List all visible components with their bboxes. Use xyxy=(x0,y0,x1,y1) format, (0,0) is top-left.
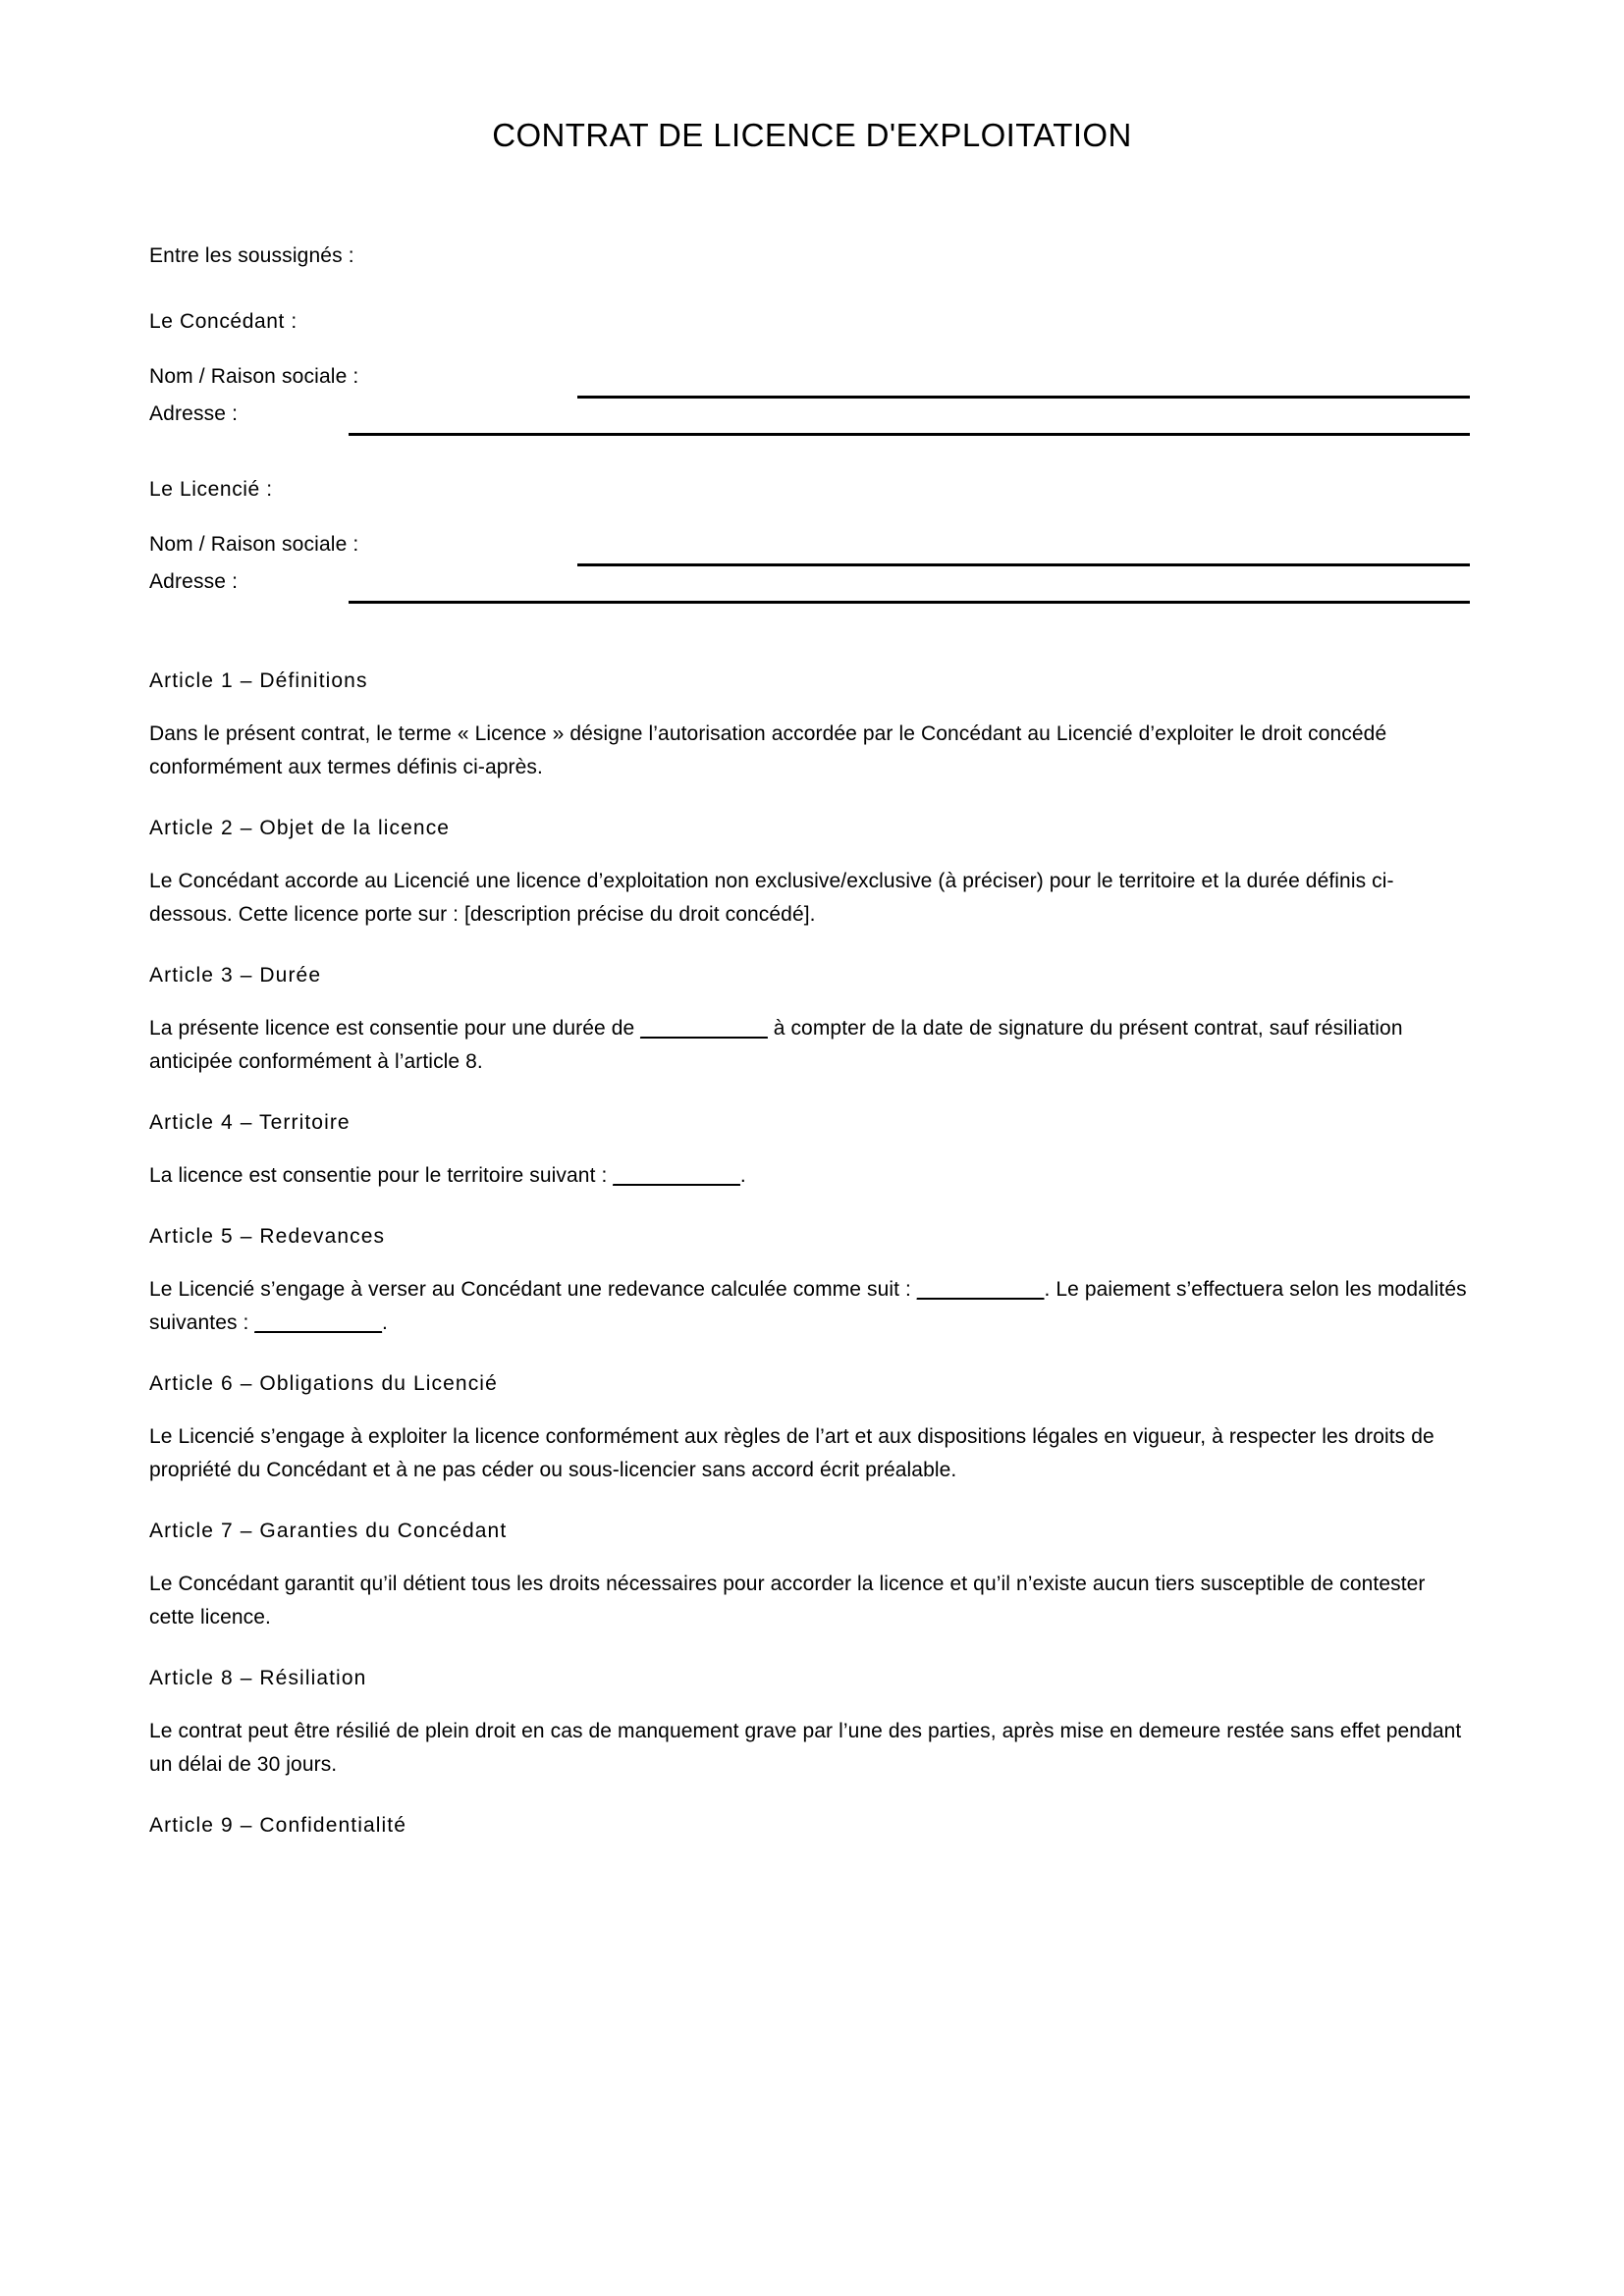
article-6-heading: Article 6 – Obligations du Licencié xyxy=(149,1372,498,1396)
article-1-body: Dans le présent contrat, le terme « Licence » désigne l’autorisation accordée par le Concédant au Licencié d’exploiter le droit concédé conformément aux termes définis ci-après. xyxy=(149,722,1387,779)
article-9-heading: Article 9 – Confidentialité xyxy=(149,1814,406,1838)
field-row-licencie-address xyxy=(149,570,1470,608)
field-label-concedant-name: Nom / Raison sociale : xyxy=(149,365,359,388)
field-row-licencie-name xyxy=(149,533,1470,570)
field-input-licencie-address[interactable] xyxy=(349,601,1470,604)
article-2-heading: Article 2 – Objet de la licence xyxy=(149,817,451,840)
article-5-blank-redevance[interactable]: ___________ xyxy=(916,1278,1045,1302)
field-label-licencie-name: Nom / Raison sociale : xyxy=(149,533,359,556)
article-8-body: Le contrat peut être résilié de plein droit en cas de manquement grave par l’une des parties, après mise en demeure restée sans effet pendant un délai de 30 jours. xyxy=(149,1720,1462,1777)
field-row-concedant-name xyxy=(149,365,1470,402)
article-2-body: Le Concédant accorde au Licencié une licence d’exploitation non exclusive/exclusive (à préciser) pour le territoire et la durée définis ci-dessous. Cette licence porte sur : [description précise du droit concédé]. xyxy=(149,870,1394,927)
article-1-heading: Article 1 – Définitions xyxy=(149,669,368,692)
field-input-concedant-address[interactable] xyxy=(349,433,1470,436)
article-7-body: Le Concédant garantit qu’il détient tous les droits nécessaires pour accorder la licence et qu’il n’existe aucun tiers susceptible de contester cette licence. xyxy=(149,1573,1426,1629)
field-input-concedant-name[interactable] xyxy=(577,396,1470,399)
article-9 xyxy=(149,1815,1470,1836)
field-label-concedant-address: Adresse : xyxy=(149,402,239,425)
article-5-body xyxy=(149,1273,1470,1340)
article-5 xyxy=(149,1226,1470,1340)
article-1 xyxy=(149,670,1470,784)
lead-paragraph: Entre les soussignés : xyxy=(149,244,354,267)
article-5-body-text-1: Le Licencié s’engage à verser au Concédant une redevance calculée comme suit : xyxy=(149,1278,917,1302)
field-label-licencie-address: Adresse : xyxy=(149,570,239,593)
article-3-body-text-1: La présente licence est consentie pour une durée de xyxy=(149,1017,641,1041)
article-5-body-text-3: . xyxy=(382,1311,388,1335)
article-3-heading: Article 3 – Durée xyxy=(149,964,322,988)
article-4-heading: Article 4 – Territoire xyxy=(149,1111,351,1135)
article-8 xyxy=(149,1668,1470,1782)
article-4-body xyxy=(149,1159,1470,1193)
party-block-concedant xyxy=(149,311,1470,440)
section-spacer xyxy=(149,647,1470,670)
article-5-body-text-2: . Le paiement s’effectuera selon les modalités suivantes : xyxy=(149,1278,1467,1335)
article-6-body: Le Licencié s’engage à exploiter la licence conformément aux règles de l’art et aux dispositions légales en vigueur, à respecter les droits de propriété du Concédant et à ne pas céder ou sous-licencier sans accord écrit préalable. xyxy=(149,1425,1435,1482)
field-input-licencie-name[interactable] xyxy=(577,563,1470,566)
article-3-body xyxy=(149,1012,1470,1079)
article-8-heading: Article 8 – Résiliation xyxy=(149,1667,367,1690)
article-6 xyxy=(149,1373,1470,1487)
article-7-heading: Article 7 – Garanties du Concédant xyxy=(149,1520,508,1543)
article-4-body-text-2: . xyxy=(739,1164,746,1188)
document-body xyxy=(149,245,1470,1869)
article-7 xyxy=(149,1521,1470,1634)
article-5-heading: Article 5 – Redevances xyxy=(149,1225,386,1249)
article-4-blank-territoire[interactable]: ___________ xyxy=(613,1164,740,1188)
article-4-body-text-1: La licence est consentie pour le territoire suivant : xyxy=(149,1164,614,1188)
party-heading-concedant: Le Concédant : xyxy=(149,310,298,333)
field-row-concedant-address xyxy=(149,402,1470,440)
article-3 xyxy=(149,965,1470,1079)
article-2 xyxy=(149,818,1470,932)
article-5-blank-paiement[interactable]: ___________ xyxy=(254,1311,382,1335)
article-3-blank-duree[interactable]: ___________ xyxy=(640,1017,768,1041)
article-4 xyxy=(149,1112,1470,1193)
party-block-licencie xyxy=(149,479,1470,608)
article-3-body-text-2: à compter de la date de signature du présent contrat, sauf résiliation anticipée conformément à l’article 8. xyxy=(149,1017,1403,1074)
party-heading-licencie: Le Licencié : xyxy=(149,478,273,501)
page-title: CONTRAT DE LICENCE D'EXPLOITATION xyxy=(492,117,1132,153)
